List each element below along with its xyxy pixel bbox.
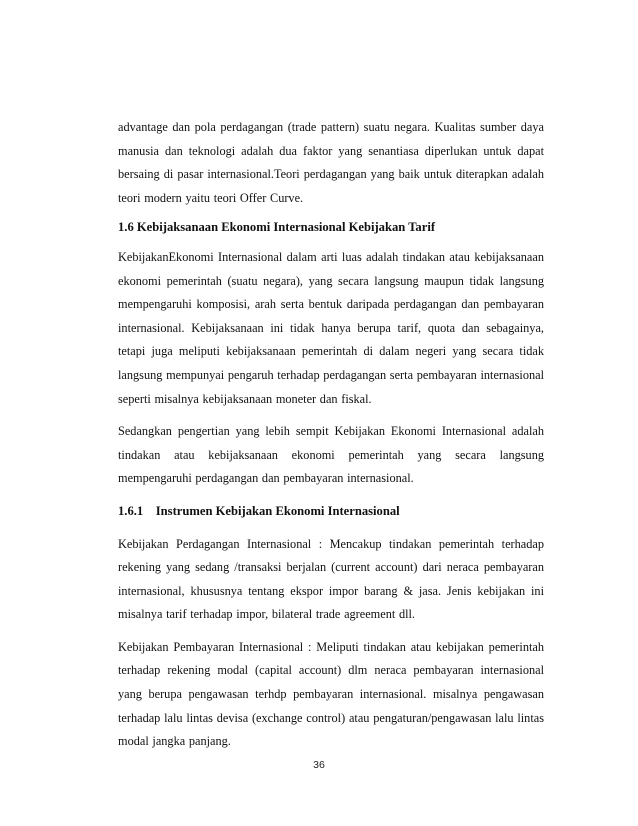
spacer [118, 491, 544, 500]
section-paragraph-2: Sedangkan pengertian yang lebih sempit Kebijakan Ekonomi Internasional adalah tindakan atau kebijaksanaan ekonomi pemerintah yang secara langsung mempengaruhi perdagangan dan pembayaran internasional. [118, 424, 544, 486]
section-paragraph-1: KebijakanEkonomi Internasional dalam arti luas adalah tindakan atau kebijaksanaan ekonomi pemerintah (suatu negara), yang secara langsung maupun tidak langsung mempengaruhi komposisi, arah serta bentuk daripada perdagangan dan pembayaran internasional. Kebijaksanaan ini tidak hanya berupa tarif, quota dan sebagainya, tetapi juga meliputi kebijaksanaan pemerintah di dalam negeri yang secara tidak langsung mempunyai pengaruh terhadap perdagangan serta pembayaran internasional seperti misalnya kebijaksanaan moneter dan fiskal. [118, 249, 544, 406]
subsection-paragraph-2: Kebijakan Pembayaran Internasional : Meliputi tindakan atau kebijakan pemerintah terhadap rekening modal (capital account) dlm neraca pembayaran internasional yang berupa pengawasan terhdp pembayaran internasional. misalnya pengawasan terhadap lalu lintas devisa (exchange control) atau pengaturan/pengawasan lalu lintas modal jangka panjang. [118, 639, 544, 749]
spacer [118, 627, 544, 636]
page-content [118, 116, 544, 754]
spacer [118, 524, 544, 533]
page-number: 36 [313, 759, 325, 771]
subsection-heading: 1.6.1 Instrumen Kebijakan Ekonomi Internasional [118, 503, 400, 518]
intro-paragraph: advantage dan pola perdagangan (trade pattern) suatu negara. Kualitas sumber daya manusia dan teknologi adalah dua faktor yang senantiasa diperlukan untuk dapat bersaing di pasar internasional.Teori perdagangan yang baik untuk diterapkan adalah teori modern yaitu teori Offer Curve. [118, 120, 544, 205]
spacer [118, 411, 544, 420]
subsection-paragraph-1: Kebijakan Perdagangan Internasional : Mencakup tindakan pemerintah terhadap rekening yang sedang /transaksi berjalan (current account) dari neraca pembayaran internasional, khususnya tentang ekspor impor barang & jasa. Jenis kebijakan ini misalnya tarif terhadap impor, bilateral trade agreement dll. [118, 536, 544, 622]
section-heading: 1.6 Kebijaksanaan Ekonomi Internasional Kebijakan Tarif [118, 220, 436, 235]
